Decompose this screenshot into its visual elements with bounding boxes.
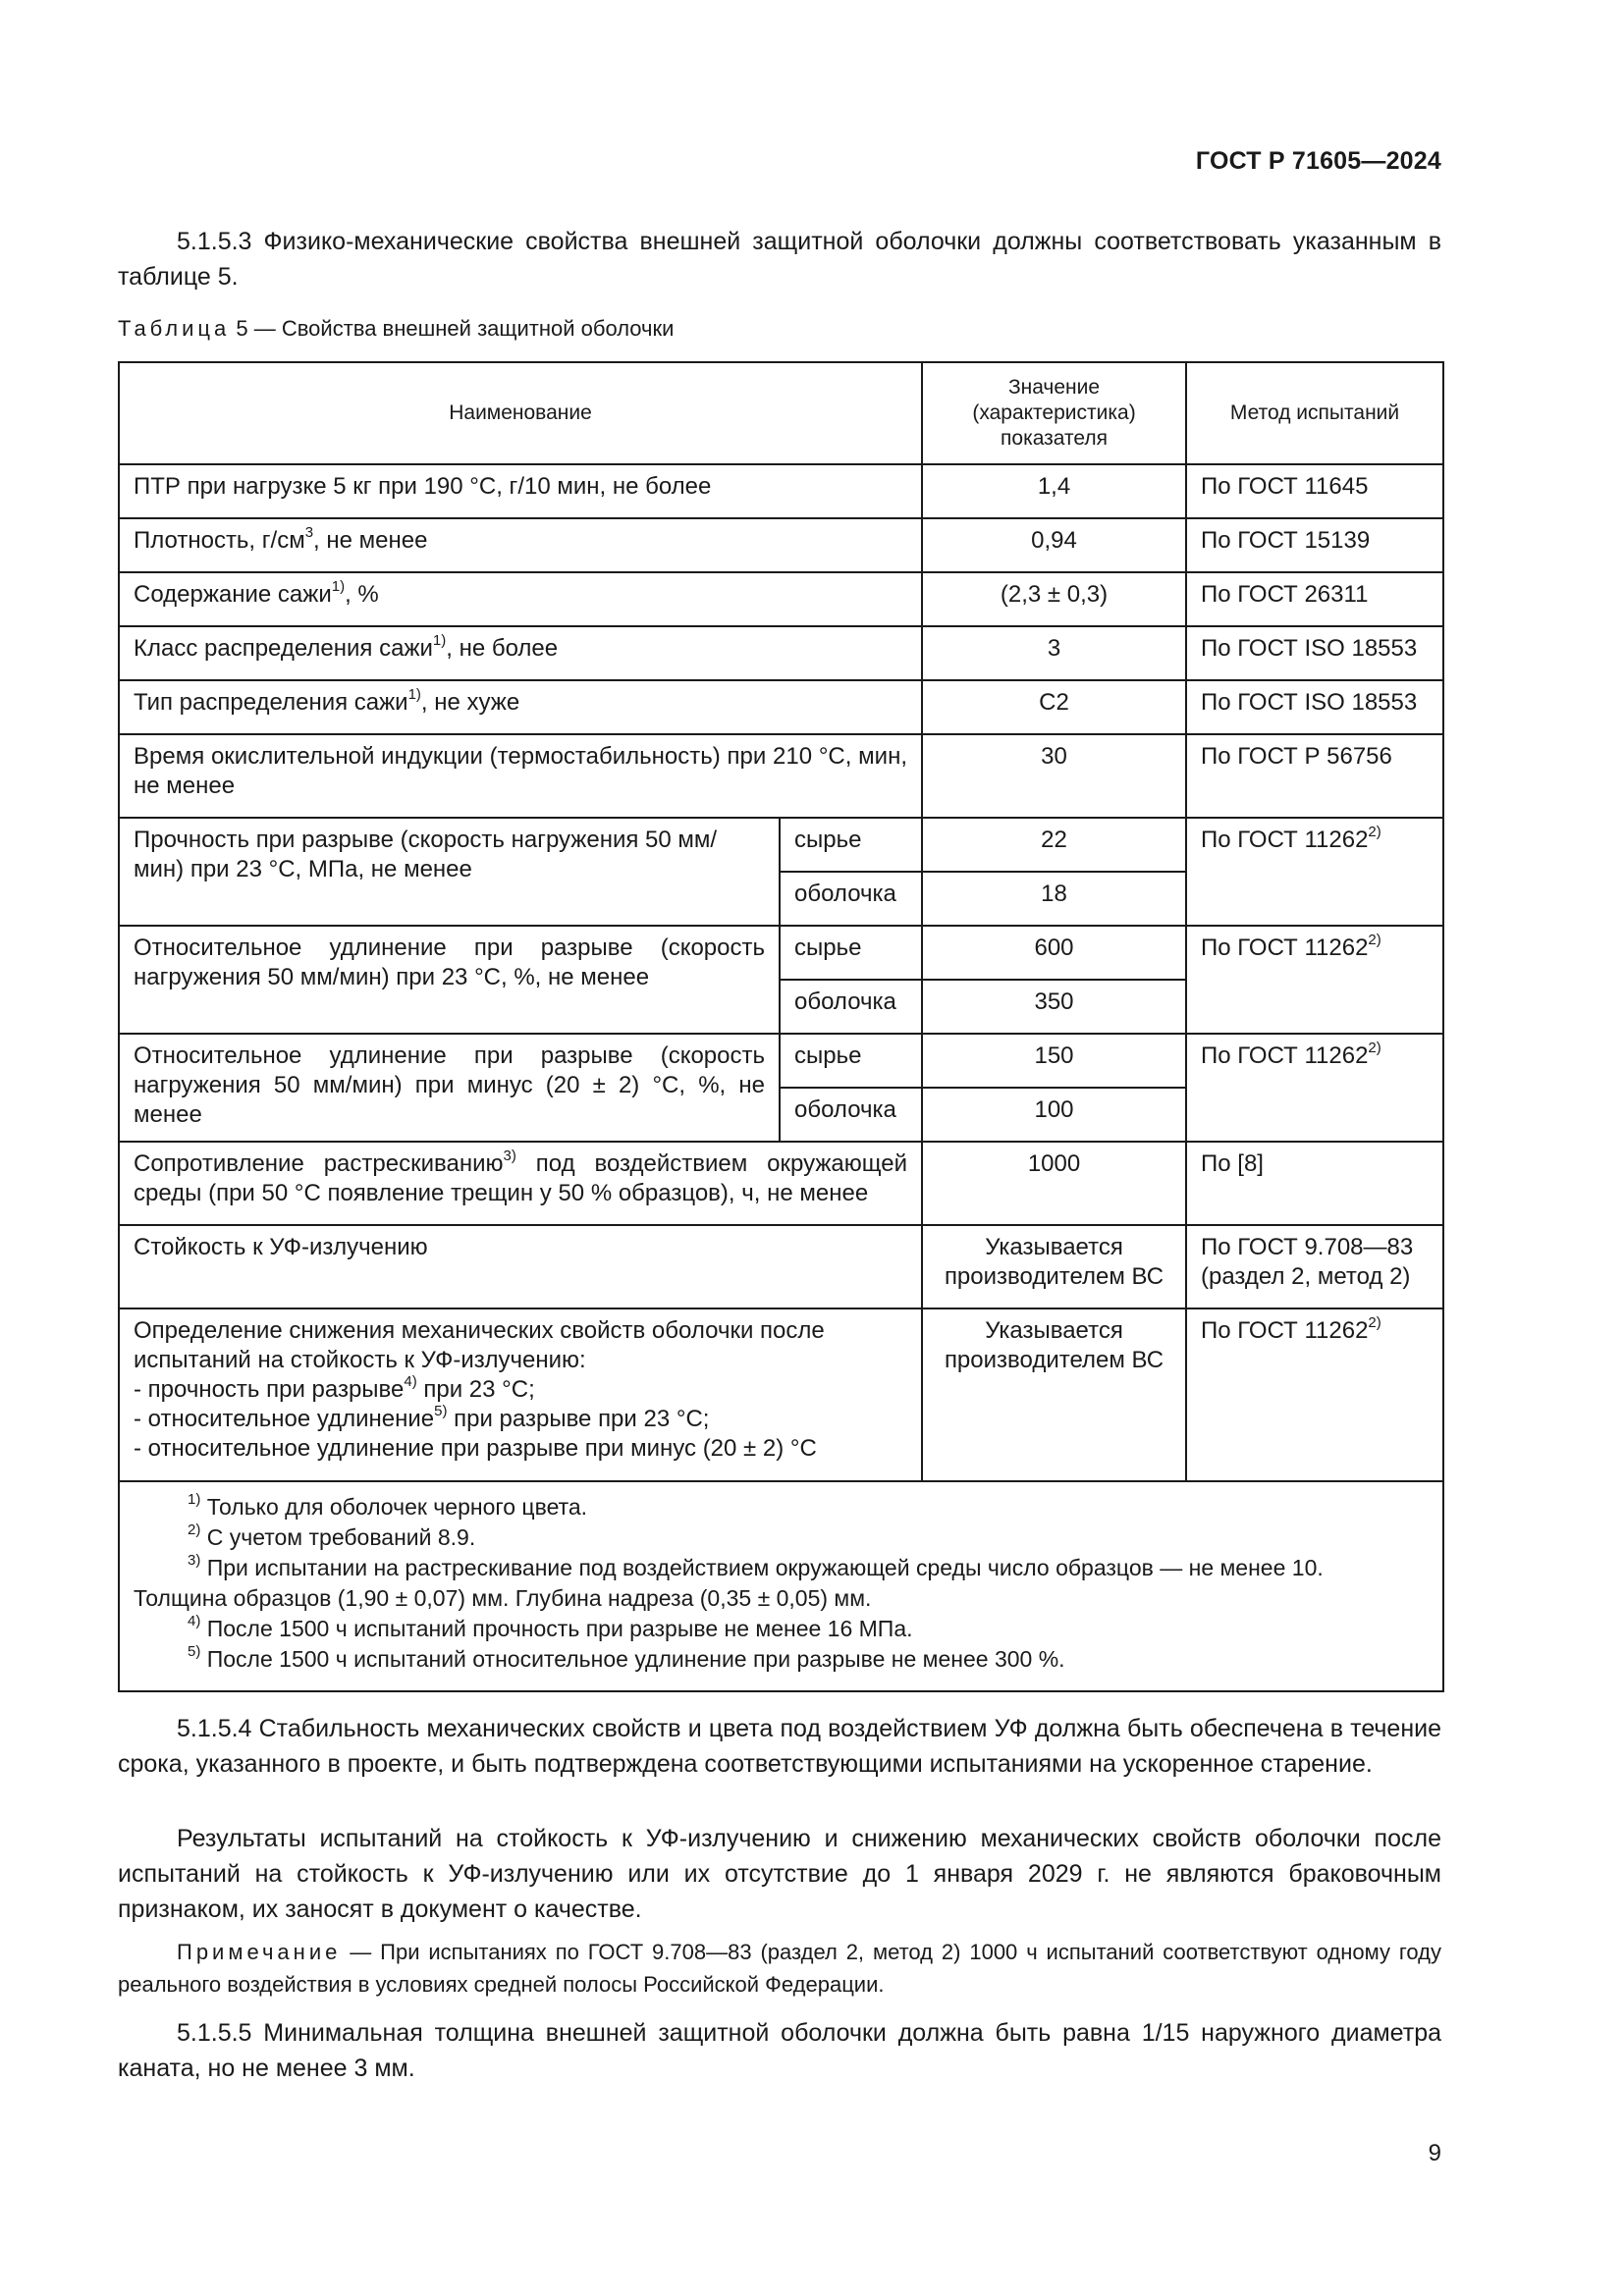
row-name: ПТР при нагрузке 5 кг при 190 °С, г/10 мин, не более — [119, 464, 922, 518]
row-name: Плотность, $г/см^3$, не менее — [119, 518, 922, 572]
footnote: $^{1)}$ Только для оболочек черного цвета. — [188, 1491, 588, 1520]
document-header: ГОСТ Р 71605—2024 — [1195, 147, 1441, 175]
footnote: $^{5)}$ После 1500 ч испытаний относительное удлинение при разрыве не менее 300 %. — [188, 1643, 1065, 1672]
row-method: По ГОСТ 26311 — [1186, 572, 1443, 626]
footnotes-row — [119, 1481, 1443, 1691]
row-name: Содержание сажи$^{1)}$, % — [119, 572, 922, 626]
row-subtype: сырье — [780, 926, 922, 980]
row-name: Время окислительной индукции (термостабильность) при 210 °С, мин, не менее — [119, 734, 922, 818]
table-row — [119, 518, 1443, 572]
row-value: Указывается производителем ВС — [922, 1225, 1186, 1308]
row-value: 350 — [922, 980, 1186, 1034]
paragraph-results: Результаты испытаний на стойкость к УФ-излучению и снижению механических свойств оболочки после испытаний на стойкость к УФ-излучению или их отсутствие до 1 января 2029 г. не являются браковочным признаком, их заносят в документ о качестве. — [118, 1825, 1441, 1923]
footnote: $^{2)}$ С учетом требований 8.9. — [188, 1522, 476, 1550]
table-row — [119, 464, 1443, 518]
table-row — [119, 1142, 1443, 1225]
row-subtype: оболочка — [780, 1088, 922, 1142]
properties-table — [118, 361, 1444, 1692]
row-subtype: сырье — [780, 1034, 922, 1088]
row-value: 100 — [922, 1088, 1186, 1142]
table-caption-prefix: Таблица — [118, 316, 231, 341]
header-value: Значение (характеристика) показателя — [922, 362, 1186, 464]
table-row — [119, 572, 1443, 626]
table-row — [119, 926, 1443, 980]
paragraph-5-1-5-4: 5.1.5.4 Стабильность механических свойств и цвета под воздействием УФ должна быть обеспечена в течение срока, указанного в проекте, и быть подтверждена соответствующими испытаниями на ускоренное старение. — [118, 1715, 1441, 1778]
table-row — [119, 680, 1443, 734]
row-name: Прочность при разрыве (скорость нагружения 50 мм/мин) при 23 °С, МПа, не менее — [119, 818, 780, 926]
header-method: Метод испытаний — [1186, 362, 1443, 464]
row-method: По [8] — [1186, 1142, 1443, 1225]
table-footnotes — [119, 1481, 1443, 1691]
note — [118, 1936, 1441, 2001]
row-method: По ГОСТ 11262$^{2)}$ — [1186, 1034, 1443, 1142]
row-subtype: сырье — [780, 818, 922, 872]
table-row — [119, 1308, 1443, 1481]
paragraph-5-1-5-3: 5.1.5.3 Физико-механические свойства внешней защитной оболочки должны соответствовать указанным в таблице 5. — [118, 228, 1441, 291]
header-name: Наименование — [119, 362, 922, 464]
note-text: — При испытаниях по ГОСТ 9.708—83 (раздел 2, метод 2) 1000 ч испытаний соответствуют одному году реального воздействия в условиях средней полосы Российской Федерации. — [118, 1940, 1441, 1997]
row-value: 30 — [922, 734, 1186, 818]
row-value: 1,4 — [922, 464, 1186, 518]
row-value: 0,94 — [922, 518, 1186, 572]
table-row — [119, 818, 1443, 872]
table-header-row — [119, 362, 1443, 464]
row-method: По ГОСТ Р 56756 — [1186, 734, 1443, 818]
row-method: По ГОСТ 11262$^{2)}$ — [1186, 926, 1443, 1034]
row-value: 150 — [922, 1034, 1186, 1088]
row-name: Тип распределения сажи$^{1)}$, не хуже — [119, 680, 922, 734]
row-name: Сопротивление растрескиванию$^{3)}$ под воздействием окружающей среды (при 50 °С появление трещин у 50 % образцов), ч, не менее — [119, 1142, 922, 1225]
row-method: По ГОСТ ISO 18553 — [1186, 680, 1443, 734]
table-caption-title: 5 — Свойства внешней защитной оболочки — [230, 316, 675, 341]
row-value: 22 — [922, 818, 1186, 872]
table-row — [119, 1034, 1443, 1088]
row-method: По ГОСТ 11645 — [1186, 464, 1443, 518]
note-prefix: Примечание — [177, 1940, 342, 1964]
row-name: Определение снижения механических свойств оболочки после испытаний на стойкость к УФ-излучению: - прочность при разрыве$^{4)}$ при 23 °С; - относительное удлинение$^{5)}$ при разрыве при 23 °С; - относительное удлинение при разрыве при минус (20 ± 2) °С — [119, 1308, 922, 1481]
footnote-continuation: Толщина образцов (1,90 ± 0,07) мм. Глубина надреза (0,35 ± 0,05) мм. — [134, 1585, 872, 1611]
row-value: 3 — [922, 626, 1186, 680]
row-method: По ГОСТ ISO 18553 — [1186, 626, 1443, 680]
page-number: 9 — [1428, 2140, 1441, 2166]
row-name: Относительное удлинение при разрыве (скорость нагружения 50 мм/мин) при минус (20 ± 2) °С, %, не менее — [119, 1034, 780, 1142]
row-value: 18 — [922, 872, 1186, 926]
table-row — [119, 626, 1443, 680]
row-method: По ГОСТ 9.708—83 (раздел 2, метод 2) — [1186, 1225, 1443, 1308]
table-row — [119, 734, 1443, 818]
row-name: Относительное удлинение при разрыве (скорость нагружения 50 мм/мин) при 23 °С, %, не менее — [119, 926, 780, 1034]
row-method: По ГОСТ 15139 — [1186, 518, 1443, 572]
row-name: Класс распределения сажи$^{1)}$, не более — [119, 626, 922, 680]
row-value: С2 — [922, 680, 1186, 734]
footnote: $^{4)}$ После 1500 ч испытаний прочность при разрыве не менее 16 МПа. — [188, 1613, 913, 1641]
row-method: По ГОСТ 11262$^{2)}$ — [1186, 818, 1443, 926]
footnote: $^{3)}$ При испытании на растрескивание под воздействием окружающей среды число образцов — не менее 10. — [188, 1552, 1324, 1580]
table-row — [119, 1225, 1443, 1308]
row-subtype: оболочка — [780, 980, 922, 1034]
paragraph-5-1-5-5: 5.1.5.5 Минимальная толщина внешней защитной оболочки должна быть равна 1/15 наружного диаметра каната, но не менее 3 мм. — [118, 2019, 1441, 2082]
row-subtype: оболочка — [780, 872, 922, 926]
table-caption — [118, 316, 674, 342]
row-value: 1000 — [922, 1142, 1186, 1225]
row-value: (2,3 ± 0,3) — [922, 572, 1186, 626]
row-name: Стойкость к УФ-излучению — [119, 1225, 922, 1308]
row-value: Указывается производителем ВС — [922, 1308, 1186, 1481]
row-value: 600 — [922, 926, 1186, 980]
row-method: По ГОСТ 11262$^{2)}$ — [1186, 1308, 1443, 1481]
